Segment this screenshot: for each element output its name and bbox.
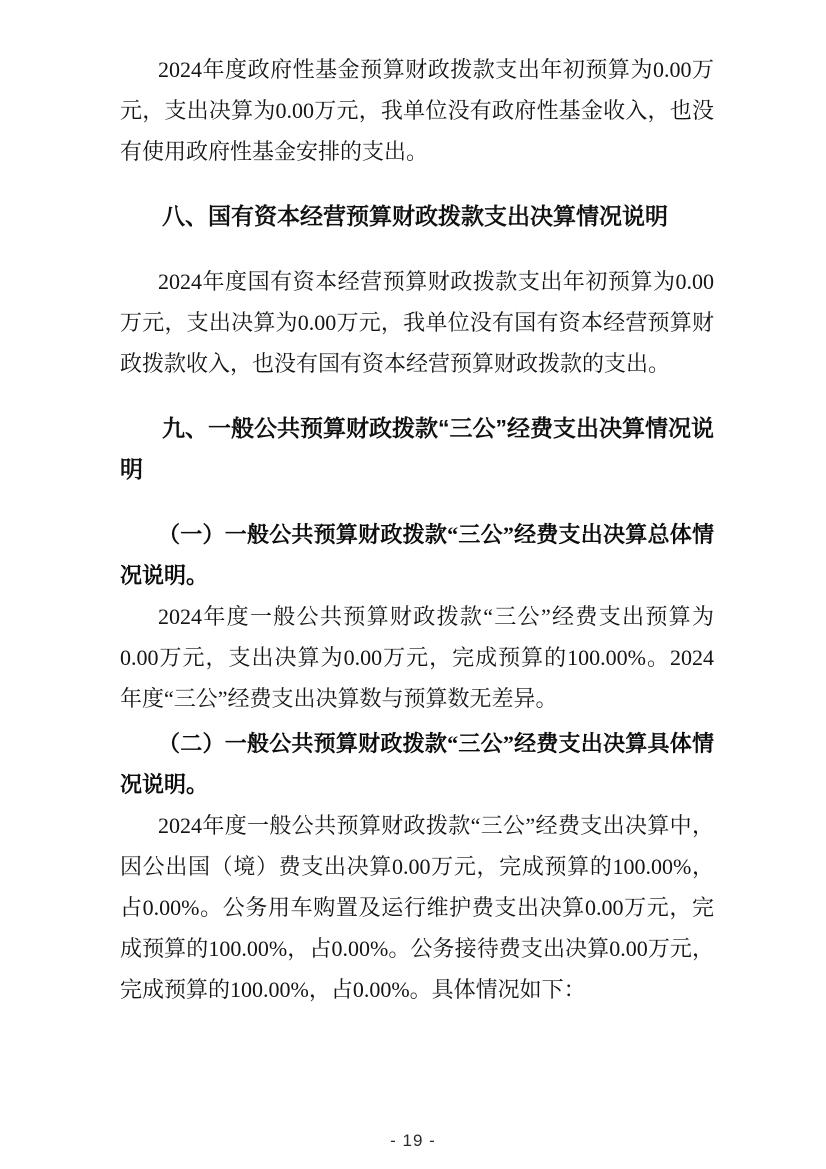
page-footer — [0, 1131, 826, 1151]
paragraph-state-capital-budget: 2024年度国有资本经营预算财政拨款支出年初预算为0.00万元，支出决算为0.00万元，我单位没有国有资本经营预算财政拨款收入，也没有国有资本经营预算财政拨款的支出。 — [120, 269, 714, 376]
paragraph-government-fund-budget: 2024年度政府性基金预算财政拨款支出年初预算为0.00万元，支出决算为0.00万元，我单位没有政府性基金收入，也没有使用政府性基金安排的支出。 — [120, 57, 714, 164]
paragraph-sangong-detail: 2024年度一般公共预算财政拨款“三公”经费支出决算中，因公出国（境）费支出决算0.00万元，完成预算的100.00%，占0.00%。公务用车购置及运行维护费支出决算0.00万元，完成预算的100.00%，占0.00%。公务接待费支出决算0.00万元，完成预算的100.00%，占0.00%。具体情况如下： — [120, 813, 714, 1002]
page-number: - 19 - — [390, 1131, 436, 1150]
section-heading-9-sangong-expense: 九、一般公共预算财政拨款“三公”经费支出决算情况说明 — [120, 415, 714, 482]
subsection-heading-2-detail: （二）一般公共预算财政拨款“三公”经费支出决算具体情况说明。 — [120, 731, 714, 797]
section-heading-8-state-capital: 八、国有资本经营预算财政拨款支出决算情况说明 — [162, 203, 668, 229]
subsection-heading-1-overall: （一）一般公共预算财政拨款“三公”经费支出决算总体情况说明。 — [120, 522, 714, 588]
document-body — [120, 49, 714, 1010]
paragraph-sangong-overall: 2024年度一般公共预算财政拨款“三公”经费支出预算为0.00万元，支出决算为0.00万元，完成预算的100.00%。2024年度“三公”经费支出决算数与预算数无差异。 — [120, 604, 714, 711]
